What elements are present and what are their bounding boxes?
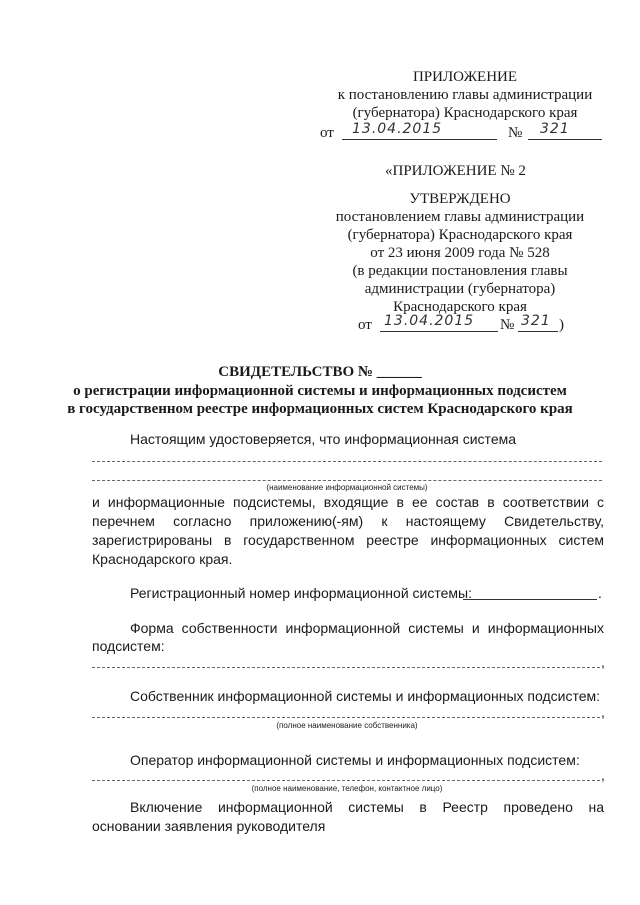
reg-number-label: Регистрационный номер информационной системы: [130, 585, 472, 601]
attachment-line1: к постановлению главы администрации [337, 87, 593, 103]
approved-line4: (в редакции постановления главы [352, 263, 568, 279]
attachment-from-label: от [320, 125, 334, 141]
caption-system-name: (наименование информационной системы) [266, 483, 428, 492]
certificate-subtitle2: в государственном реестре информационных систем Краснодарского края [67, 401, 573, 417]
inclusion-line1: Включение информационной системы в Реестр проведено на [130, 799, 604, 815]
attachment-date-line [342, 139, 497, 140]
reg-number-line [463, 599, 597, 600]
attachment2-title: «ПРИЛОЖЕНИЕ № 2 [385, 163, 526, 179]
approved-number-handwritten: 321 [521, 313, 551, 329]
owner-label: Собственник информационной системы и информационных подсистем: [130, 688, 601, 704]
ownership-line2: подсистем: [92, 638, 165, 654]
system-name-line1 [92, 461, 602, 462]
approved-line1: постановлением главы администрации [335, 209, 585, 225]
approved-date-handwritten: 13.04.2015 [384, 313, 475, 329]
caption-operator: (полное наименование, телефон, контактное лицо) [251, 784, 443, 793]
approved-number-label: № [500, 317, 515, 333]
ownership-line [92, 667, 600, 668]
attachment-line2: (губернатора) Краснодарского края [352, 105, 578, 121]
para-line1: и информационные подсистемы, входящие в ее состав в соответствии с [92, 494, 604, 510]
reg-number-end: . [598, 585, 602, 601]
certificate-title: СВИДЕТЕЛЬСТВО № ______ [218, 364, 422, 380]
para-line3: зарегистрированы в государственном реестре информационных систем [92, 532, 604, 548]
approved-from-label: от [358, 317, 372, 333]
operator-line [92, 780, 600, 781]
approved-closing-paren: ) [559, 317, 564, 333]
caption-owner: (полное наименование собственника) [276, 721, 418, 730]
operator-end: , [601, 767, 605, 783]
attachment-number-handwritten: 321 [540, 121, 570, 137]
approved-heading: УТВЕРЖДЕНО [409, 191, 511, 207]
ownership-line1: Форма собственности информационной системы и информационных [130, 620, 604, 636]
ownership-end: , [601, 654, 605, 670]
operator-label: Оператор информационной системы и информационных подсистем: [130, 752, 580, 768]
para-line4: Краснодарского края. [92, 551, 233, 567]
attachment-date-handwritten: 13.04.2015 [352, 121, 443, 137]
approved-date-line [380, 331, 498, 332]
attachment-number-line [528, 139, 602, 140]
certificate-subtitle1: о регистрации информационной системы и информационных подсистем [73, 383, 567, 399]
attachment-title: ПРИЛОЖЕНИЕ [412, 69, 518, 85]
approved-line2: (губернатора) Краснодарского края [347, 227, 573, 243]
para-line2: перечнем согласно приложению(-ям) к настоящему Свидетельству, [92, 513, 604, 529]
owner-end: , [601, 704, 605, 720]
intro-text: Настоящим удостоверяется, что информационная система [130, 431, 517, 447]
approved-line5: администрации (губернатора) [364, 281, 556, 297]
system-name-line2 [92, 480, 602, 481]
approved-number-line [518, 331, 558, 332]
approved-line3: от 23 июня 2009 года № 528 [370, 245, 550, 261]
approved-line6: Краснодарского края [393, 299, 527, 315]
inclusion-line2: основании заявления руководителя [92, 818, 326, 834]
owner-line [92, 717, 600, 718]
attachment-number-label: № [508, 125, 523, 141]
